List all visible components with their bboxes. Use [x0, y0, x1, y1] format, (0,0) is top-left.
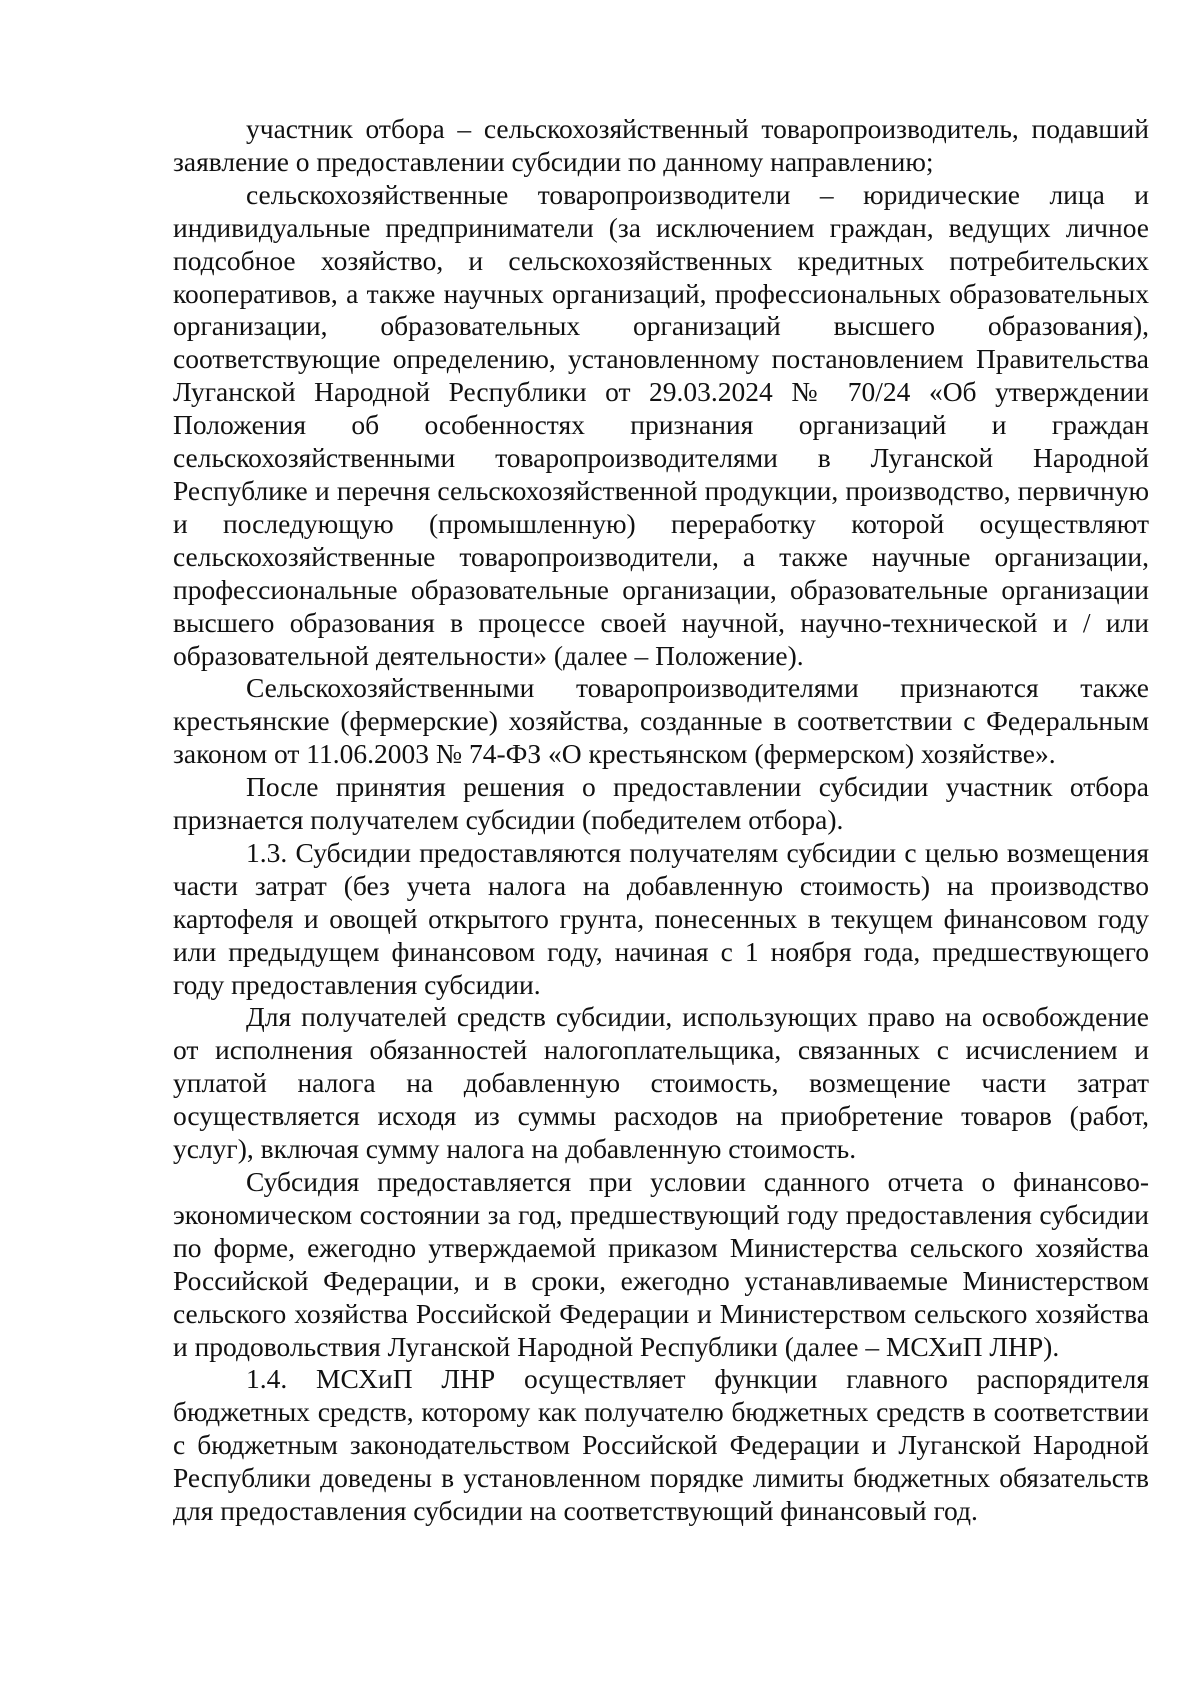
paragraph-agricultural-producers: сельскохозяйственные товаропроизводители – юридические лица и индивидуальные предприниматели (за исключением граждан, ведущих личное подсобное хозяйство, и сельскохозяйственных кредитных потребительских кооперативов, а также научных организаций, профессиональных образовательных организации, образовательных организаций высшего образования), соответствующие определению, установленному постановлением Правительства Луганской Народной Республики от 29.03.2024 № 70/24 «Об утверждении Положения об особенностях признания организаций и граждан сельскохозяйственными товаропроизводителями в Луганской Народной Республике и перечня сельскохозяйственной продукции, производство, первичную и последующую (промышленную) переработку которой осуществляют сельскохозяйственные товаропроизводители, а также научные организации, профессиональные образовательные организации, образовательные организации высшего образования в процессе своей научной, научно-технической и / или образовательной деятельности» (далее – Положение). [173, 178, 1149, 671]
paragraph-subsidy-recipient: После принятия решения о предоставлении субсидии участник отбора признается получателем субсидии (победителем отбора). [173, 771, 1149, 836]
paragraph-farm-households: Сельскохозяйственными товаропроизводителями признаются также крестьянские (фермерские) хозяйства, созданные в соответствии с Федеральным законом от 11.06.2003 № 74-ФЗ «О крестьянском (фермерском) хозяйстве». [173, 672, 1149, 770]
paragraph-report-condition: Субсидия предоставляется при условии сданного отчета о финансово-экономическом состоянии за год, предшествующий году предоставления субсидии по форме, ежегодно утверждаемой приказом Министерства сельского хозяйства Российской Федерации, и в сроки, ежегодно устанавливаемые Министерством сельского хозяйства Российской Федерации и Министерством сельского хозяйства и продовольствия Луганской Народной Республики (далее – МСХиП ЛНР). [173, 1166, 1149, 1362]
paragraph-section-1-3: 1.3. Субсидии предоставляются получателям субсидии с целью возмещения части затрат (без учета налога на добавленную стоимость) на производство картофеля и овощей открытого грунта, понесенных в текущем финансовом году или предыдущем финансовом году, начиная с 1 ноября года, предшествующего году предоставления субсидии. [173, 836, 1149, 1000]
paragraph-selection-participant: участник отбора – сельскохозяйственный товаропроизводитель, подавший заявление о предоставлении субсидии по данному направлению; [173, 113, 1149, 177]
document-body [173, 113, 1149, 1528]
paragraph-section-1-4: 1.4. МСХиП ЛНР осуществляет функции главного распорядителя бюджетных средств, которому как получателю бюджетных средств в соответствии с бюджетным законодательством Российской Федерации и Луганской Народной Республики доведены в установленном порядке лимиты бюджетных обязательств для предоставления субсидии на соответствующий финансовый год. [173, 1363, 1149, 1527]
paragraph-vat-exemption: Для получателей средств субсидии, использующих право на освобождение от исполнения обязанностей налогоплательщика, связанных с исчислением и уплатой налога на добавленную стоимость, возмещение части затрат осуществляется исходя из суммы расходов на приобретение товаров (работ, услуг), включая сумму налога на добавленную стоимость. [173, 1001, 1149, 1165]
